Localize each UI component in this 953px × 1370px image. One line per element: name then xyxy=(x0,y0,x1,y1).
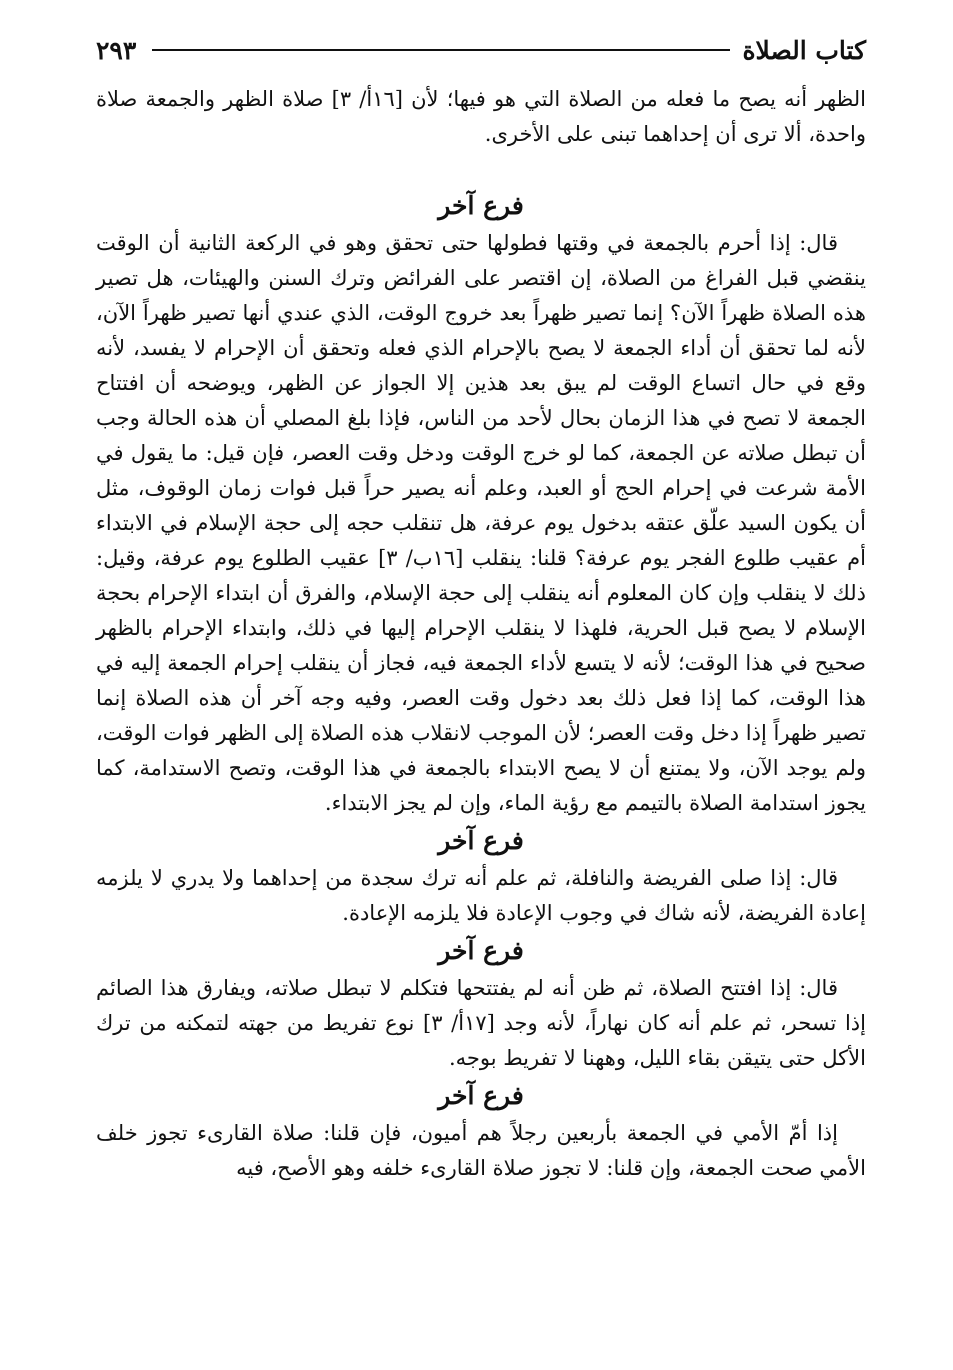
page-number: ٢٩٣ xyxy=(96,35,137,65)
header-rule xyxy=(152,49,730,51)
chapter-title: كتاب الصلاة xyxy=(742,35,866,65)
paragraph: قال: إذا أحرم بالجمعة في وقتها فطولها حتى تحقق وهو في الركعة الثانية أن الوقت ينقضي قبل الفراغ من الصلاة، إن اقتصر على الفرائض وترك السنن والهيئات، هل تصير هذه الصلاة ظهراً الآن؟ إنما تصير ظهراً بعد خروج الوقت، الذي عندي أنها تصير ظهراً الآن، لأنه لما تحقق أن أداء الجمعة لا يصح بالإحرام الذي فعله وتحقق أن الإحرام لا يفسد، لأنه وقع في حال اتساع الوقت لم يبق بعد هذين إلا الجواز عن الظهر، ويوضحه أن افتتاح الجمعة لا تصح في هذا الزمان بحال لأحد من الناس، فإذا بلغ المصلي أن هذه الحالة وجب أن تبطل صلاته عن الجمعة، كما لو خرج الوقت ودخل وقت العصر، فإن قيل: ما يقول في الأمة شرعت في إحرام الحج أو العبد، وعلم أنه يصير حراً قبل فوات زمان الوقوف، مثل أن يكون السيد علّق عتقه بدخول يوم عرفة، هل تنقلب حجه إلى حجة الإسلام في الابتداء أم عقيب طلوع الفجر يوم عرفة؟ قلنا: ينقلب [١٦ب/ ٣] عقيب الطلوع يوم عرفة، وقيل: ذلك لا ينقلب وإن كان المعلوم أنه ينقلب إلى حجة الإسلام، والفرق أن ابتداء الإحرام بحجة الإسلام لا يصح قبل الحرية، فلهذا لا ينقلب الإحرام إليها في ذلك، وابتداء الإحرام بالظهر صحيح في هذا الوقت؛ لأنه لا يتسع لأداء الجمعة فيه، فجاز أن ينقلب إحرام الجمعة إليه في هذا الوقت، كما إذا فعل ذلك بعد دخول وقت العصر، وفيه وجه آخر أن هذه الصلاة إنما تصير ظهراً إذا دخل وقت العصر؛ لأن الموجب لانقلاب هذه الصلاة إلى الظهر فوات الوقت، ولم يوجد الآن، ولا يمتنع أن لا يصح الابتداء بالجمعة في هذا الوقت، وتصح الاستدامة، كما يجوز استدامة الصلاة بالتيمم مع رؤية الماء، وإن لم يجز الابتداء. xyxy=(96,231,866,815)
running-header xyxy=(96,30,866,70)
section-heading: فرع آخر xyxy=(438,936,524,965)
paragraph: إذا أمّ الأمي في الجمعة بأربعين رجلاً هم أميون، فإن قلنا: صلاة القارىء تجوز خلف الأمي صحت الجمعة، وإن قلنا: لا تجوز صلاة القارىء خلفه وهو الأصح، فيه xyxy=(96,1121,866,1180)
section-heading: فرع آخر xyxy=(438,191,524,220)
paragraph: قال: إذا افتتح الصلاة، ثم ظن أنه لم يفتتحها فتكلم لا تبطل صلاته، ويفارق هذا الصائم إذا تسحر، ثم علم أنه كان نهاراً، لأنه وجد [١٧أ/ ٣] نوع تفريط من جهته لتمكنه من ترك الأكل حتى يتيقن بقاء الليل، وههنا لا تفريط بوجه. xyxy=(96,976,866,1070)
paragraph: قال: إذا صلى الفريضة والنافلة، ثم علم أنه ترك سجدة من إحداهما ولا يدري لا يلزمه إعادة الفريضة، لأنه شاك في وجوب الإعادة فلا يلزمه الإعادة. xyxy=(96,866,866,925)
paragraph-continuation: الظهر أنه يصح ما فعله من الصلاة التي هو فيها؛ لأن [١٦أ/ ٣] صلاة الظهر والجمعة صلاة واحدة، ألا ترى أن إحداهما تبنى على الأخرى. xyxy=(96,87,866,146)
section-heading: فرع آخر xyxy=(438,826,524,855)
page xyxy=(96,30,866,1186)
section-heading: فرع آخر xyxy=(438,1081,524,1110)
